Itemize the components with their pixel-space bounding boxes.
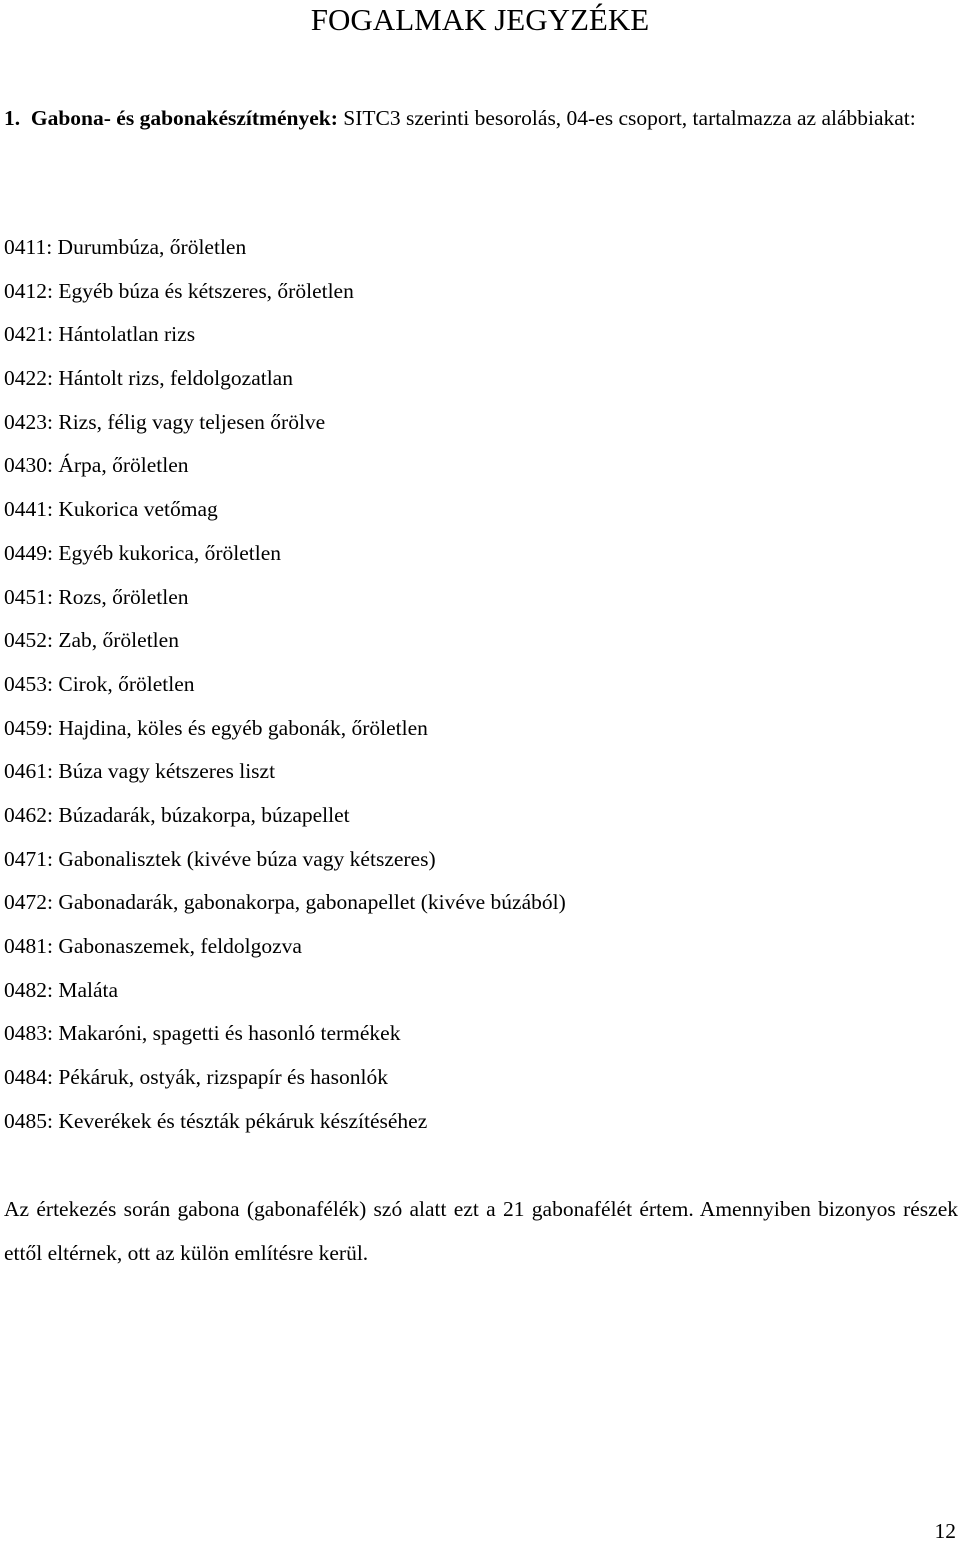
list-item: 0422: Hántolt rizs, feldolgozatlan — [4, 366, 293, 391]
page-title: FOGALMAK JEGYZÉKE — [310, 2, 650, 37]
definition-text: SITC3 szerinti besorolás, 04-es csoport, tartalmazza az alábbiakat: — [343, 106, 916, 130]
list-item: 0459: Hajdina, köles és egyéb gabonák, őröletlen — [4, 715, 428, 740]
list-item: 0471: Gabonalisztek (kivéve búza vagy kétszeres) — [4, 846, 436, 871]
list-item: 0472: Gabonadarák, gabonakorpa, gabonapellet (kivéve búzából) — [4, 890, 566, 915]
closing-paragraph: Az értekezés során gabona (gabonafélék) szó alatt ezt a 21 gabonafélét értem. Amennyiben bizonyos részek ettől eltérnek, ott az külön említésre kerül. — [4, 1197, 958, 1265]
list-item: 0482: Maláta — [4, 977, 119, 1002]
list-item: 0451: Rozs, őröletlen — [4, 584, 189, 609]
intro-paragraph — [4, 96, 958, 140]
list-item: 0449: Egyéb kukorica, őröletlen — [4, 540, 282, 565]
list-item: 0411: Durumbúza, őröletlen — [4, 235, 247, 259]
list-item: 0421: Hántolatlan rizs — [4, 322, 196, 347]
list-item: 0423: Rizs, félig vagy teljesen őrölve — [4, 409, 326, 434]
list-item: 0483: Makaróni, spagetti és hasonló termékek — [4, 1021, 401, 1046]
code-list — [4, 226, 954, 1143]
defined-term: Gabona- és gabonakészítmények: — [30, 106, 338, 130]
list-item: 0441: Kukorica vetőmag — [4, 497, 218, 522]
list-item: 0453: Cirok, őröletlen — [4, 671, 195, 696]
list-item: 0485: Keverékek és tészták pékáruk készítéséhez — [4, 1108, 428, 1133]
section-number: 1. — [4, 106, 21, 130]
list-item: 0461: Búza vagy kétszeres liszt — [4, 759, 276, 784]
list-item: 0412: Egyéb búza és kétszeres, őröletlen — [4, 278, 354, 303]
list-item: 0462: Búzadarák, búzakorpa, búzapellet — [4, 802, 350, 827]
page-number: 12 — [934, 1519, 956, 1543]
list-item: 0430: Árpa, őröletlen — [4, 453, 189, 478]
list-item: 0452: Zab, őröletlen — [4, 628, 179, 653]
list-item: 0484: Pékáruk, ostyák, rizspapír és hasonlók — [4, 1065, 388, 1090]
list-item: 0481: Gabonaszemek, feldolgozva — [4, 934, 302, 958]
